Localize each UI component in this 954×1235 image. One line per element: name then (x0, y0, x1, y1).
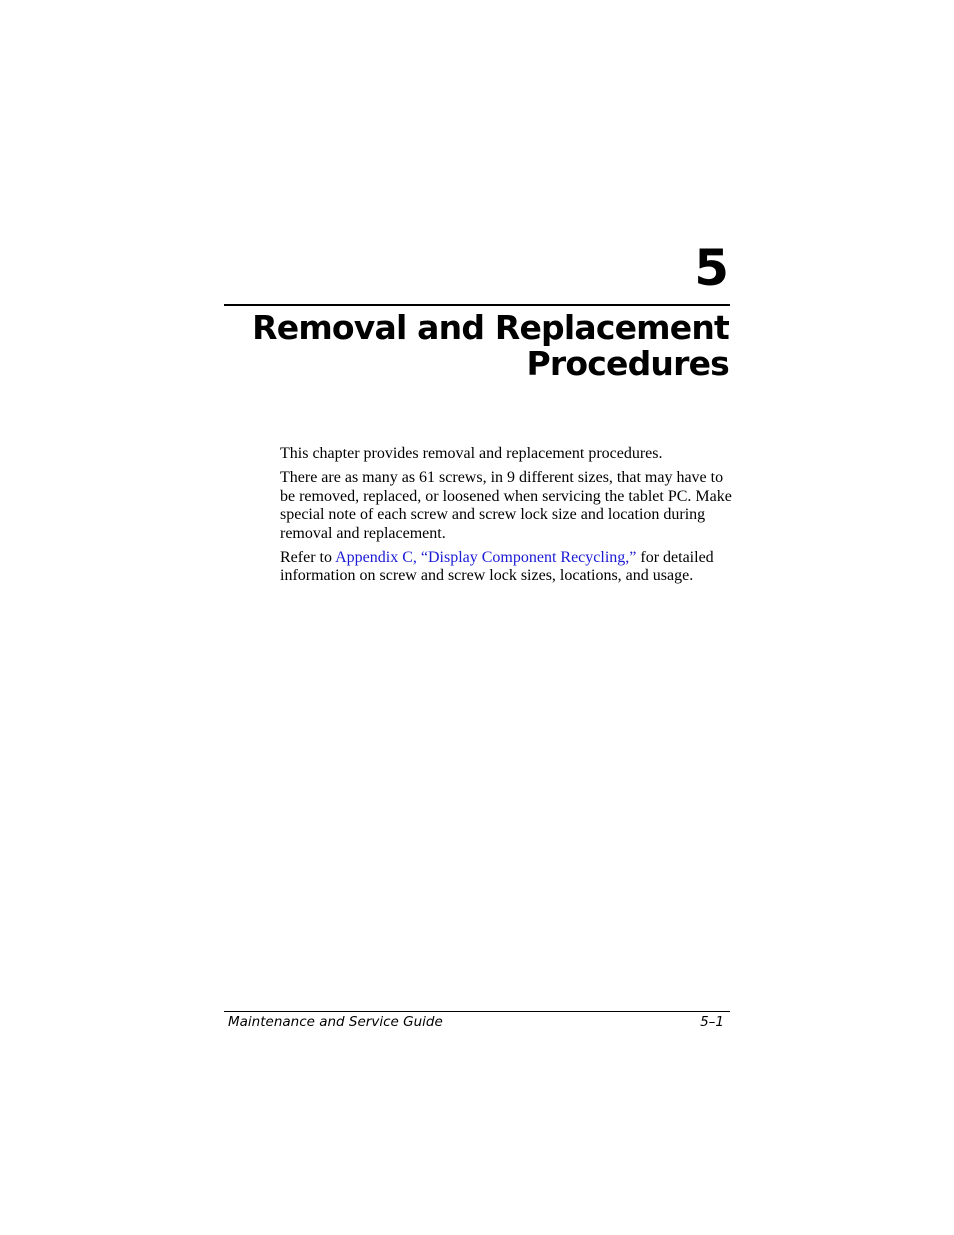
chapter-title-line-1: Removal and Replacement (252, 308, 729, 347)
chapter-heading-rule (224, 304, 730, 306)
footer-rule (224, 1011, 730, 1012)
footer-guide-title: Maintenance and Service Guide (228, 1014, 443, 1030)
page-footer (228, 1013, 724, 1031)
chapter-body (280, 445, 732, 592)
reference-suffix: for detailed information on screw and screw lock sizes, locations, and usage. (280, 549, 714, 585)
appendix-c-link[interactable]: Appendix C, “Display Component Recycling,” (335, 549, 637, 567)
chapter-title (209, 310, 729, 382)
reference-prefix: Refer to (280, 549, 336, 567)
chapter-title-line-2: Procedures (526, 344, 729, 383)
intro-paragraph: This chapter provides removal and replacement procedures. (280, 445, 663, 462)
reference-paragraph (280, 549, 732, 586)
footer-page-number: 5–1 (700, 1014, 724, 1030)
chapter-number: 5 (694, 239, 729, 297)
screws-paragraph: There are as many as 61 screws, in 9 different sizes, that may have to be removed, replaced, or loosened when servicing the tablet PC. Make special note of each screw and screw lock size and location during removal and replacement. (280, 469, 732, 542)
